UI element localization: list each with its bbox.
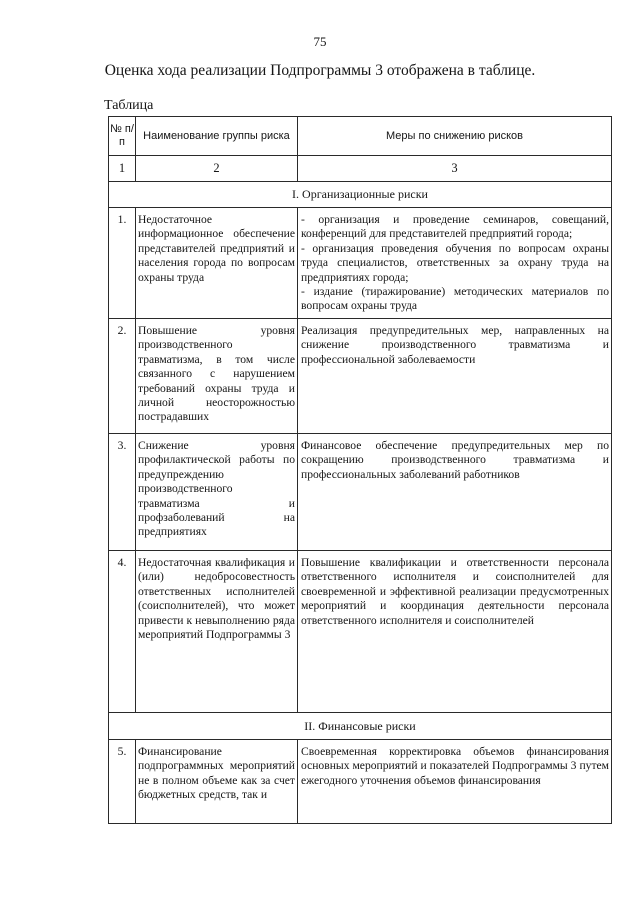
section-title: II. Финансовые риски	[109, 713, 612, 740]
column-number: 3	[298, 156, 612, 182]
header-measures: Меры по снижению рисков	[298, 117, 612, 156]
row-number: 3.	[109, 434, 136, 551]
risk-measures	[298, 740, 612, 824]
document-title: Оценка хода реализации Подпрограммы 3 отображена в таблице.	[104, 62, 536, 79]
risk-measures	[298, 319, 612, 434]
header-number: № п/п	[109, 117, 136, 156]
section-title: I. Организационные риски	[109, 182, 612, 208]
risk-measures	[298, 551, 612, 713]
risk-measures	[298, 208, 612, 319]
measure-item: Финансовое обеспечение предупредительных мер по сокращению производственного травматизма и профессиональных заболеваний работников	[301, 439, 609, 481]
row-number: 1.	[109, 208, 136, 319]
row-number: 2.	[109, 319, 136, 434]
measure-item: - организация и проведение семинаров, совещаний, конференций для представителей предприятий города;	[301, 213, 609, 241]
measure-item: - издание (тиражирование) методических материалов по вопросам охраны труда	[301, 285, 609, 313]
risk-group-name: Повышение уровня производственного травматизма, в том числе связанного с нарушением требований охраны труда и личной неосторожностью пострадавших	[136, 319, 298, 434]
table-row	[109, 208, 612, 319]
measure-item: - организация проведения обучения по вопросам охраны труда специалистов, ответственных за охрану труда на предприятиях города;	[301, 241, 609, 284]
table-row	[109, 551, 612, 713]
risk-group-name: Финансирование подпрограммных мероприятий не в полном объеме как за счет бюджетных средств, так и	[136, 740, 298, 824]
table-row	[109, 740, 612, 824]
header-row	[109, 117, 612, 156]
section-row	[109, 182, 612, 208]
risk-table	[108, 116, 612, 824]
risk-group-name: Недостаточное информационное обеспечение представителей предприятий и населения города по вопросам охраны труда	[136, 208, 298, 319]
section-row	[109, 713, 612, 740]
row-number: 4.	[109, 551, 136, 713]
column-number: 1	[109, 156, 136, 182]
column-number-row	[109, 156, 612, 182]
page-number: 75	[313, 34, 327, 49]
row-number: 5.	[109, 740, 136, 824]
table-row	[109, 434, 612, 551]
measure-item: Своевременная корректировка объемов финансирования основных мероприятий и показателей Подпрограммы 3 путем ежегодного уточнения объемов финансирования	[301, 745, 609, 787]
measure-item: Реализация предупредительных мер, направленных на снижение производственного травматизма и профессиональной заболеваемости	[301, 324, 609, 366]
table-caption: Таблица	[104, 98, 154, 113]
risk-group-name: Снижение уровня профилактической работы по предупреждению производственного травматизма и профзаболеваний на предприятиях	[136, 434, 298, 551]
measure-item: Повышение квалификации и ответственности персонала ответственного исполнителя и соисполнителей для своевременной и эффективной реализации предусмотренных мероприятий и координация деятельности персонала ответственного исполнителя и соисполнителей	[301, 556, 609, 627]
header-risk-group: Наименование группы риска	[136, 117, 298, 156]
risk-group-name: Недостаточная квалификация и (или) недобросовестность ответственных исполнителей (соисполнителей), что может привести к невыполнению ряда мероприятий Подпрограммы 3	[136, 551, 298, 713]
table-row	[109, 319, 612, 434]
column-number: 2	[136, 156, 298, 182]
risk-measures	[298, 434, 612, 551]
